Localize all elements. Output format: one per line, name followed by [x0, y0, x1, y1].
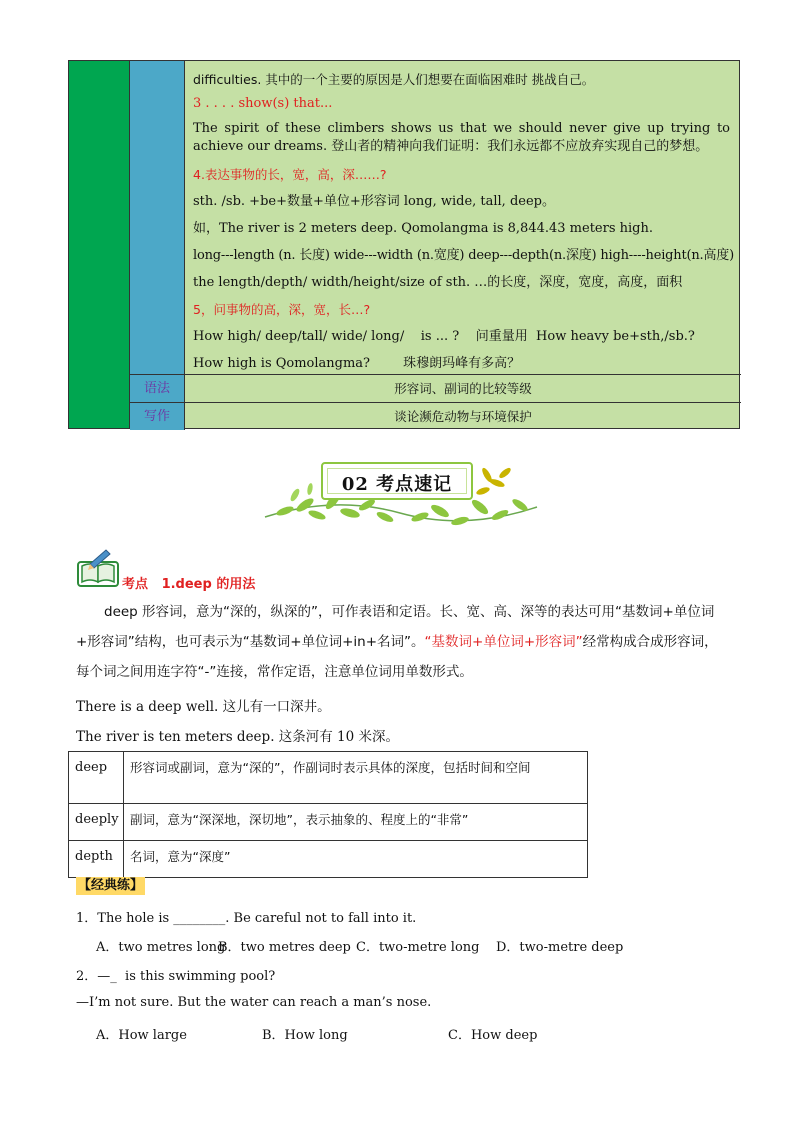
explain-text-part: deep 形容词，意为“深的，纵深的”，可作表语和定语。长、宽、高、深等的表达可用“基数词+单位词+形容词”结构，也可表示为“基数词+单位词+in+名词”。 — [76, 604, 715, 650]
content-line: 5，问事物的高，深，宽，长…? — [193, 302, 371, 317]
table-col-teal — [130, 61, 185, 374]
table-cell-desc: 副词，意为“深深地，深切地”，表示抽象的、程度上的“非常” — [124, 804, 588, 841]
practice-label: 【经典练】 — [78, 878, 144, 893]
table-cell-desc: 名词，意为“深度” — [124, 841, 588, 878]
question-2: 2．—_ is this swimming pool? — [76, 969, 276, 984]
example-sentence: The river is ten meters deep. 这条河有 10 米深。 — [76, 729, 400, 745]
content-line: How high/ deep/tall/ wide/ long/ is ... ? 问重量用 How heavy be+sth,/sb.? — [193, 329, 695, 344]
question-2-reply: —I’m not sure. But the water can reach a man’s nose. — [76, 995, 432, 1010]
writing-value: 谈论濒危动物与环境保护 — [394, 409, 532, 424]
option-a: A．How large — [96, 1028, 187, 1043]
writing-row — [130, 402, 741, 430]
table-cell-word: depth — [69, 841, 124, 878]
table-col-green — [69, 61, 130, 428]
question-1: 1．The hole is ________. Be careful not to fall into it. — [76, 911, 417, 926]
section-banner — [255, 455, 545, 535]
table-row — [69, 841, 588, 878]
content-line: How high is Qomolangma? 珠穆朗玛峰有多高？ — [193, 356, 521, 371]
explain-text — [76, 604, 718, 680]
content-line: 如，The river is 2 meters deep. Qomolangma is 8,844.43 meters high. — [193, 221, 653, 236]
explain-highlight: “基数词+单位词+形容词” — [424, 634, 583, 650]
table-cell-word: deeply — [69, 804, 124, 841]
banner-title: 02 考点速记 — [341, 474, 453, 495]
option-d: D．two-metre deep — [496, 940, 624, 955]
content-line: long---length (n. 长度) wide---width (n.宽度) deep---depth(n.深度) high----height(n.高度) — [193, 248, 734, 263]
notebook-pen-icon — [76, 548, 122, 588]
table-cell-desc: 形容词或副词，意为“深的”，作副词时表示具体的深度，包括时间和空间 — [124, 752, 588, 804]
definition-table — [68, 751, 588, 878]
table-row — [69, 804, 588, 841]
content-line: 3 . . . . show(s) that... — [193, 96, 333, 111]
section-title: 考点 1.deep 的用法 — [122, 577, 256, 592]
table-cell-word: deep — [69, 752, 124, 804]
grammar-row — [130, 374, 741, 402]
content-line: 4.表达事物的长，宽，高，深……? — [193, 167, 387, 182]
option-b: B．How long — [262, 1028, 348, 1043]
content-line: the length/depth/ width/height/size of sth. …的长度，深度，宽度，高度，面积 — [193, 275, 683, 290]
table-row — [69, 752, 588, 804]
content-line: The spirit of these climbers shows us that we should never give up trying to achieve our dreams. 登山者的精神向我们证明：我们永远都不应放弃实现自己的梦想。 — [193, 121, 730, 154]
content-line: sth. /sb. +be+数量+单位+形容词 long, wide, tall, deep。 — [193, 194, 555, 209]
explain-text-part: 经常构成合成形容词，每个词之间用连字符“-”连接，常作定语，注意单位词用单数形式。 — [76, 634, 718, 680]
grammar-label: 语法 — [130, 375, 185, 402]
option-a: A．two metres long — [96, 940, 226, 955]
option-c: C．two-metre long — [356, 940, 480, 955]
table-content — [185, 61, 739, 374]
banner-box — [321, 462, 473, 500]
top-table — [68, 60, 740, 429]
example-sentence: There is a deep well. 这儿有一口深井。 — [76, 699, 331, 715]
option-c: C．How deep — [448, 1028, 538, 1043]
option-b: B．two metres deep — [218, 940, 351, 955]
explain-paragraph — [76, 597, 724, 687]
content-line: difficulties. 其中的一个主要的原因是人们想要在面临困难时 挑战自己。 — [193, 72, 595, 87]
writing-label: 写作 — [130, 403, 185, 430]
grammar-value: 形容词、副词的比较等级 — [394, 381, 532, 396]
